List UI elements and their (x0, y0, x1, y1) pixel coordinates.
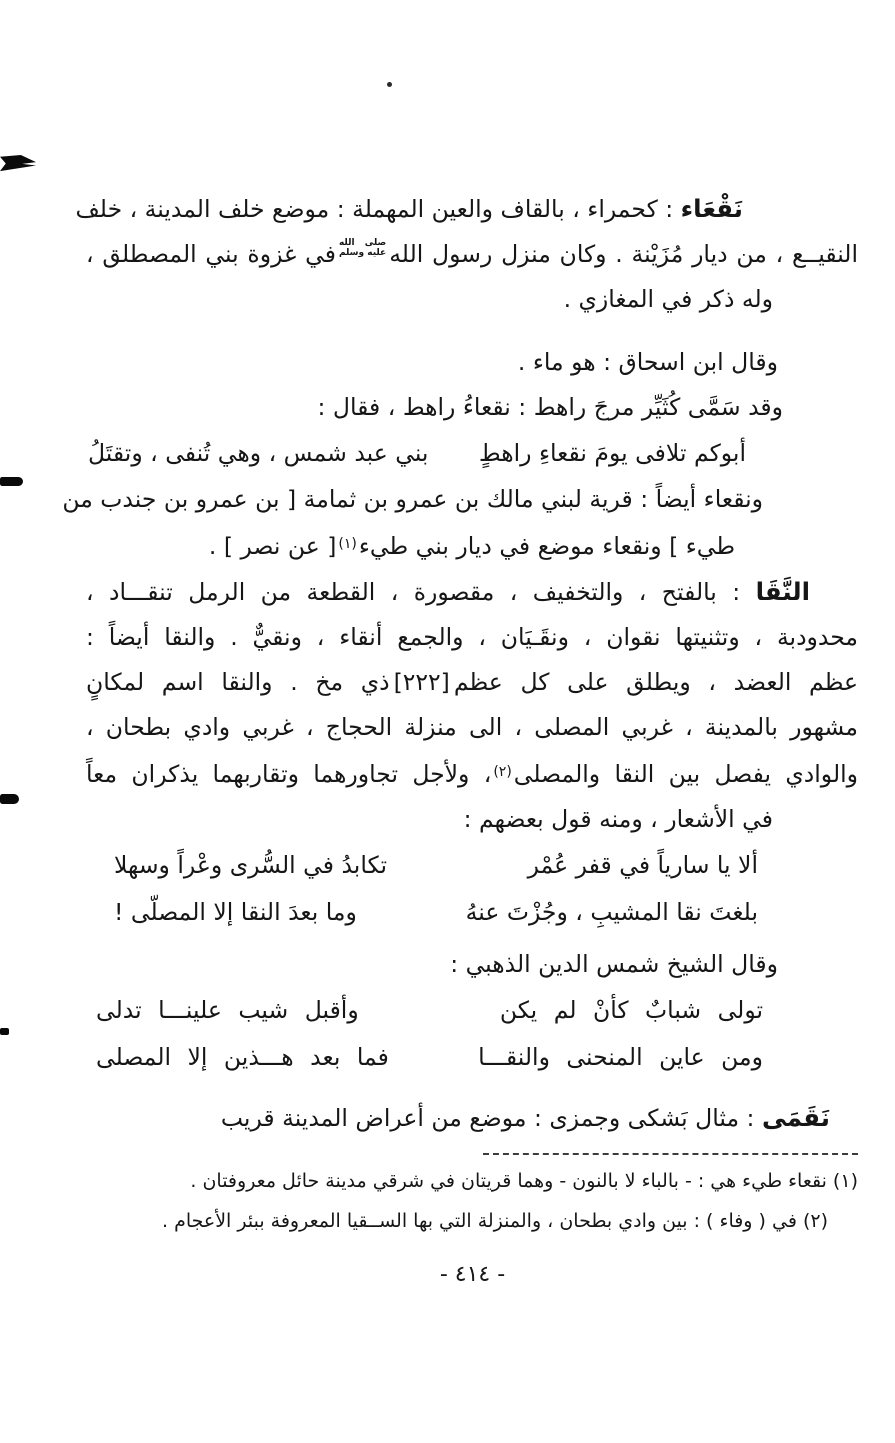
verse-line (86, 987, 858, 1034)
paragraph-dhahabi-intro: وقال الشيخ شمس الدين الذهبي : (450, 950, 778, 978)
text-line (86, 232, 858, 277)
ink-smudge (0, 155, 36, 172)
entry-line-text: عظم العضد ، ويطلق على كل عظم (453, 668, 858, 696)
footnote-2: (٢) في ( وفاء ) : بين وادي بطحان ، والمنزلة التي بها الســقيا المعروفة ببئر الأعجام . (161, 1210, 828, 1232)
verse-hemistich-second: بني عبد شمس ، وهي تُنفى ، وتقتَلُ (88, 439, 429, 467)
entry-line-text: ، ولأجل تجاورهما وتقاربهما يذكران معاً (86, 760, 492, 788)
entry-naqama-headword: نَقَمَى (761, 1103, 830, 1132)
verse-hemistich-first: بلغتَ نقا المشيبِ ، وجُزْتَ عنهُ (465, 898, 758, 926)
page-content (62, 186, 858, 1241)
verse-hemistich-first: ومن عاين المنحنى والنقـــا (478, 1043, 763, 1071)
verse-hemistich-first: ألا يا سارياً في قفر عُمْر (527, 851, 758, 879)
entry-line-text: النقيــع ، من ديار مُزَيْنة . وكان منزل رسول الله (389, 240, 858, 268)
verse-hemistich-second: وأقبل شيب علينـــا تدلى (96, 996, 359, 1024)
entry-naqa-headword: النَّقَا (755, 577, 810, 606)
ink-mark (0, 794, 19, 804)
verse-hemistich-first: أبوكم تلافى يومَ نقعاءِ راهطٍ (478, 439, 746, 467)
text-line (75, 186, 858, 232)
entry-naqaa-headword: نَقْعَاء (680, 194, 743, 223)
footnote-ref-2: (٢) (493, 764, 512, 780)
text-line (86, 569, 858, 615)
verse-line (86, 842, 858, 889)
text-line (86, 660, 858, 705)
ink-speck (387, 82, 392, 87)
honorific-top: صلى الله (338, 237, 387, 248)
entry-line-text: : بالفتح ، والتخفيف ، مقصورة ، القطعة من الرمل تنقـــاد ، (86, 578, 756, 606)
ink-mark (0, 477, 23, 486)
verse-hemistich-second: فما بعد هـــذين إلا المصلى (96, 1043, 389, 1071)
text-line: في الأشعار ، ومنه قول بعضهم : (463, 805, 773, 833)
text-line (86, 522, 858, 569)
entry-line-text: طيء ] ونقعاء موضع في ديار بني طيء (358, 532, 736, 560)
entry-naqaa (75, 186, 858, 322)
verse-hemistich-second: تكابدُ في السُّرى وعْراً وسهلا (114, 851, 388, 879)
verse-dhahabi (86, 987, 858, 1081)
paragraph-kuthayyir-intro: وقد سَمَّى كُثَيِّر مرجَ راهط : نقعاءُ راهط ، فقال : (317, 393, 783, 421)
folio-number-ref: [٢٢٢] (393, 668, 450, 696)
honorific-bottom: عليه وسلم (338, 247, 387, 258)
verse-hemistich-first: تولى شبابٌ كأنْ لم يكن (499, 996, 763, 1024)
paragraph-ibn-ishaq: وقال ابن اسحاق : هو ماء . (517, 348, 778, 376)
verse-anonymous (86, 842, 858, 936)
ink-mark (0, 1028, 9, 1035)
entry-line-text: والوادي يفصل بين النقا والمصلى (513, 760, 858, 788)
entry-naqa (86, 569, 858, 842)
page-number: - ٤١٤ - (439, 1262, 506, 1287)
verse-hemistich-second: وما بعدَ النقا إلا المصلّى ! (114, 898, 357, 926)
entry-naqama (86, 1095, 858, 1141)
entry-line-text: [ عن نصر ] . (208, 532, 337, 560)
footnote-separator (483, 1153, 858, 1155)
entry-line-text: ذي مخ . والنقا اسم لمكانٍ (86, 668, 390, 696)
text-line: محدودبة ، وتثنيتها نقوان ، ونقَـيَان ، والجمع أنقاء ، ونقيٌّ . والنقا أيضاً : (86, 623, 858, 651)
footnote-ref-1: (١) (338, 536, 357, 552)
text-line (86, 750, 858, 797)
entry-line-text: : مثال بَشكى وجمزى : موضع من أعراض المدينة قريب (220, 1104, 762, 1132)
text-line: وله ذكر في المغازي . (563, 285, 773, 313)
footnote-1: (١) نقعاء طيء هي : - بالباء لا بالنون - وهما قريتان في شرقي مدينة حائل معروفتان . (190, 1170, 858, 1192)
paragraph-naqaa-also (62, 477, 858, 569)
verse-line (86, 889, 858, 936)
text-line: مشهور بالمدينة ، غربي المصلى ، الى منزلة الحجاج ، غربي وادي بطحان ، (86, 713, 858, 741)
entry-line-text: : كحمراء ، بالقاف والعين المهملة : موضع خلف المدينة ، خلف (75, 195, 681, 223)
text-line: ونقعاء أيضاً : قرية لبني مالك بن عمرو بن ثمامة [ بن عمرو بن جندب من (62, 485, 763, 513)
verse-kuthayyir (86, 430, 858, 477)
verse-line (86, 1034, 858, 1081)
entry-line-text: في غزوة بني المصطلق ، (86, 240, 336, 268)
salla-honorific-mark (339, 238, 386, 258)
